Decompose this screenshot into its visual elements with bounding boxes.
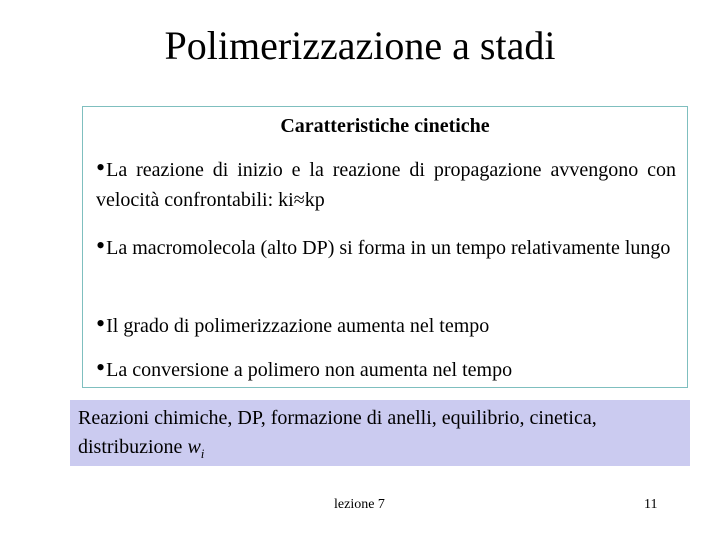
- bullet-item: [96, 311, 676, 341]
- summary-symbol: w: [187, 436, 201, 458]
- bullet-icon: •: [96, 353, 106, 382]
- page-number: 11: [644, 497, 658, 512]
- bullet-item: [96, 233, 676, 263]
- summary-band: [70, 400, 690, 466]
- summary-text: Reazioni chimiche, DP, formazione di anelli, equilibrio, cinetica, distribuzione: [78, 407, 597, 458]
- bullet-icon: •: [96, 153, 106, 182]
- bullet-icon: •: [96, 309, 106, 338]
- bullet-text: Il grado di polimerizzazione aumenta nel tempo: [106, 315, 490, 337]
- bullet-text: La reazione di inizio e la reazione di propagazione avvengono con velocità confrontabili: ki≈kp: [96, 159, 676, 211]
- kinetics-box: [82, 106, 688, 388]
- bullet-item: [96, 155, 676, 215]
- footer-lecture: lezione 7: [334, 497, 385, 512]
- box-subtitle: Caratteristiche cinetiche: [280, 115, 490, 137]
- bullet-item: [96, 355, 676, 385]
- summary-symbol-subscript: i: [200, 446, 205, 461]
- bullet-icon: •: [96, 231, 106, 260]
- slide-title: Polimerizzazione a stadi: [164, 23, 556, 68]
- bullet-text: La conversione a polimero non aumenta nel tempo: [106, 359, 513, 381]
- bullet-text: La macromolecola (alto DP) si forma in un tempo relativamente lungo: [106, 237, 671, 259]
